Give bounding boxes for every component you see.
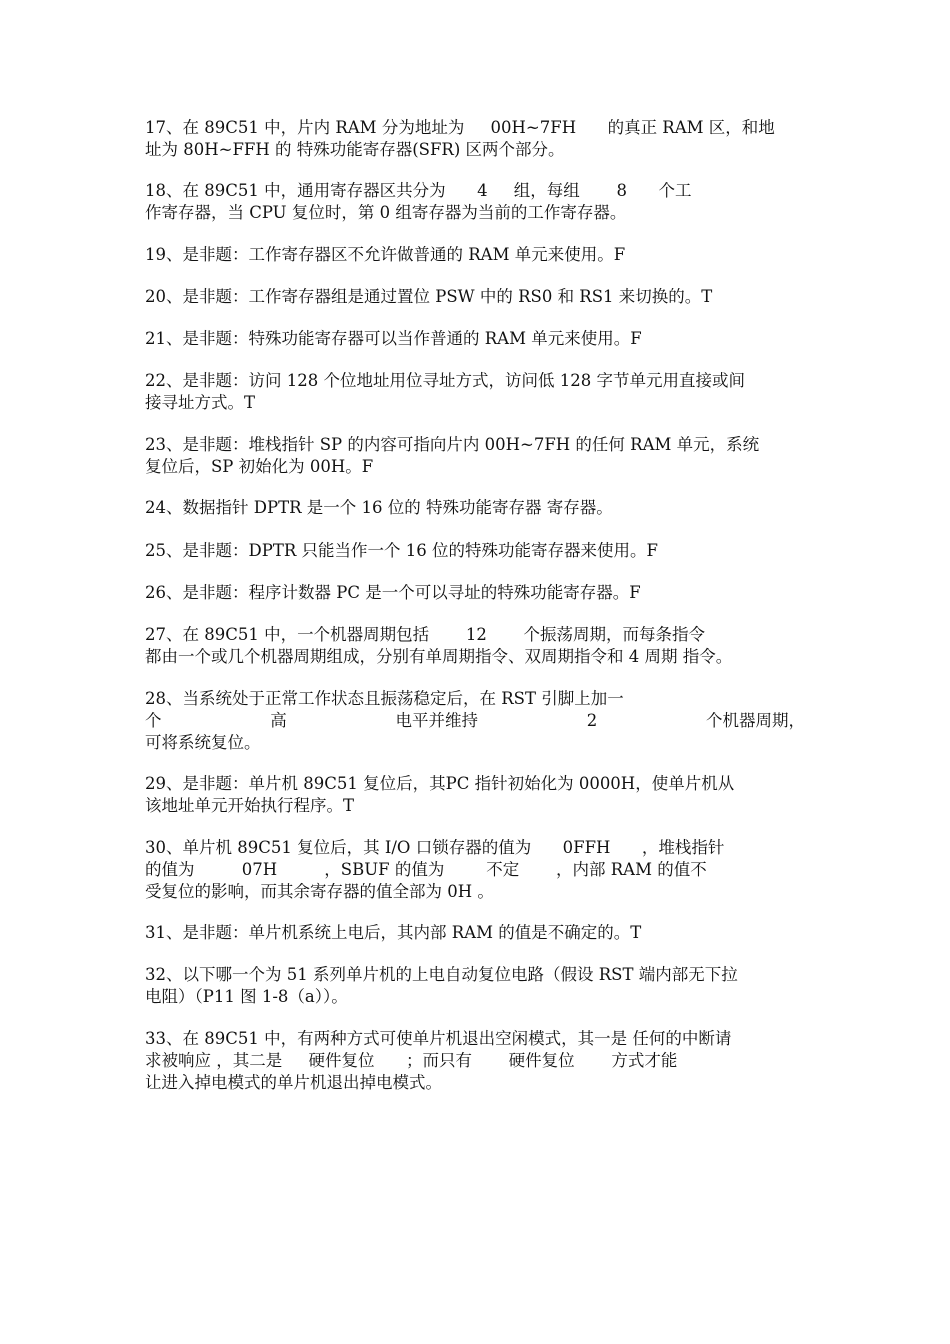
question-33-line-3: 让进入掉电模式的单片机退出掉电模式。 (145, 1073, 442, 1092)
question-32-line-2: 电阻）（P11 图 1-8（a））。 (145, 987, 348, 1006)
question-31 (145, 922, 810, 944)
question-31-line-1: 31、是非题：单片机系统上电后，其内部 RAM 的值是不确定的。T (145, 923, 642, 942)
question-28-word-1: 个 (145, 711, 162, 730)
question-23-line-2: 复位后，SP 初始化为 00H。F (145, 457, 374, 476)
question-30-line-2: 的值为 07H ，SBUF 的值为 不定 ，内部 RAM 的值不 (145, 860, 707, 879)
question-28-word-5: 个机器周期， (706, 711, 805, 730)
question-29 (145, 773, 810, 817)
question-29-line-2: 该地址单元开始执行程序。T (145, 796, 355, 815)
question-23-line-1: 23、是非题：堆栈指针 SP 的内容可指向片内 00H~7FH 的任何 RAM 单元，系统 (145, 435, 760, 454)
question-26-line-1: 26、是非题：程序计数器 PC 是一个可以寻址的特殊功能寄存器。F (145, 583, 641, 602)
question-25 (145, 540, 810, 562)
question-19-line-1: 19、是非题：工作寄存器区不允许做普通的 RAM 单元来使用。F (145, 245, 626, 264)
question-28-word-4: 2 (586, 711, 598, 730)
question-20-line-1: 20、是非题：工作寄存器组是通过置位 PSW 中的 RS0 和 RS1 来切换的。T (145, 287, 713, 306)
question-30-line-1: 30、单片机 89C51 复位后，其 I/O 口锁存器的值为 0FFH ，堆栈指针 (145, 838, 725, 857)
question-28-word-2: 高 (270, 711, 287, 730)
question-22-line-2: 接寻址方式。T (145, 393, 256, 412)
question-27-line-1: 27、在 89C51 中，一个机器周期包括 12 个振荡周期，而每条指令 (145, 625, 706, 644)
question-26 (145, 582, 810, 604)
question-28-line-2 (145, 710, 805, 732)
question-28-line-3: 可将系统复位。 (145, 733, 261, 752)
question-21-line-1: 21、是非题：特殊功能寄存器可以当作普通的 RAM 单元来使用。F (145, 329, 642, 348)
question-27-line-2: 都由一个或几个机器周期组成，分别有单周期指令、双周期指令和 4 周期 指令。 (145, 647, 733, 666)
question-22-line-1: 22、是非题：访问 128 个位地址用位寻址方式，访问低 128 字节单元用直接或间 (145, 371, 745, 390)
question-29-line-1: 29、是非题：单片机 89C51 复位后，其PC 指针初始化为 0000H，使单片机从 (145, 774, 735, 793)
question-30-line-3: 受复位的影响，而其余寄存器的值全部为 0H 。 (145, 882, 494, 901)
question-17-line-2: 址为 80H~FFH 的 特殊功能寄存器(SFR) 区两个部分。 (145, 140, 565, 159)
question-21 (145, 328, 810, 350)
question-32 (145, 964, 810, 1008)
question-22 (145, 370, 810, 414)
question-28-word-3: 电平并维持 (395, 711, 478, 730)
question-18-line-2: 作寄存器，当 CPU 复位时，第 0 组寄存器为当前的工作寄存器。 (145, 203, 627, 222)
question-27 (145, 624, 810, 668)
question-24 (145, 497, 810, 519)
question-24-line-1: 24、数据指针 DPTR 是一个 16 位的 特殊功能寄存器 寄存器。 (145, 498, 613, 517)
question-33-line-2: 求被响应 ，其二是 硬件复位 ；而只有 硬件复位 方式才能 (145, 1051, 678, 1070)
question-33-line-1: 33、在 89C51 中，有两种方式可使单片机退出空闲模式，其一是 任何的中断请 (145, 1029, 732, 1048)
question-18 (145, 180, 810, 224)
question-17 (145, 117, 810, 161)
question-28 (145, 688, 810, 754)
question-32-line-1: 32、以下哪一个为 51 系列单片机的上电自动复位电路（假设 RST 端内部无下拉 (145, 965, 738, 984)
question-33 (145, 1028, 810, 1094)
question-18-line-1: 18、在 89C51 中，通用寄存器区共分为 4 组，每组 8 个工 (145, 181, 692, 200)
question-25-line-1: 25、是非题：DPTR 只能当作一个 16 位的特殊功能寄存器来使用。F (145, 541, 658, 560)
question-19 (145, 244, 810, 266)
question-17-line-1: 17、在 89C51 中，片内 RAM 分为地址为 00H~7FH 的真正 RAM 区，和地 (145, 118, 775, 137)
question-28-line-1: 28、当系统处于正常工作状态且振荡稳定后，在 RST 引脚上加一 (145, 689, 624, 708)
question-23 (145, 434, 810, 478)
question-30 (145, 837, 810, 903)
question-20 (145, 286, 810, 308)
